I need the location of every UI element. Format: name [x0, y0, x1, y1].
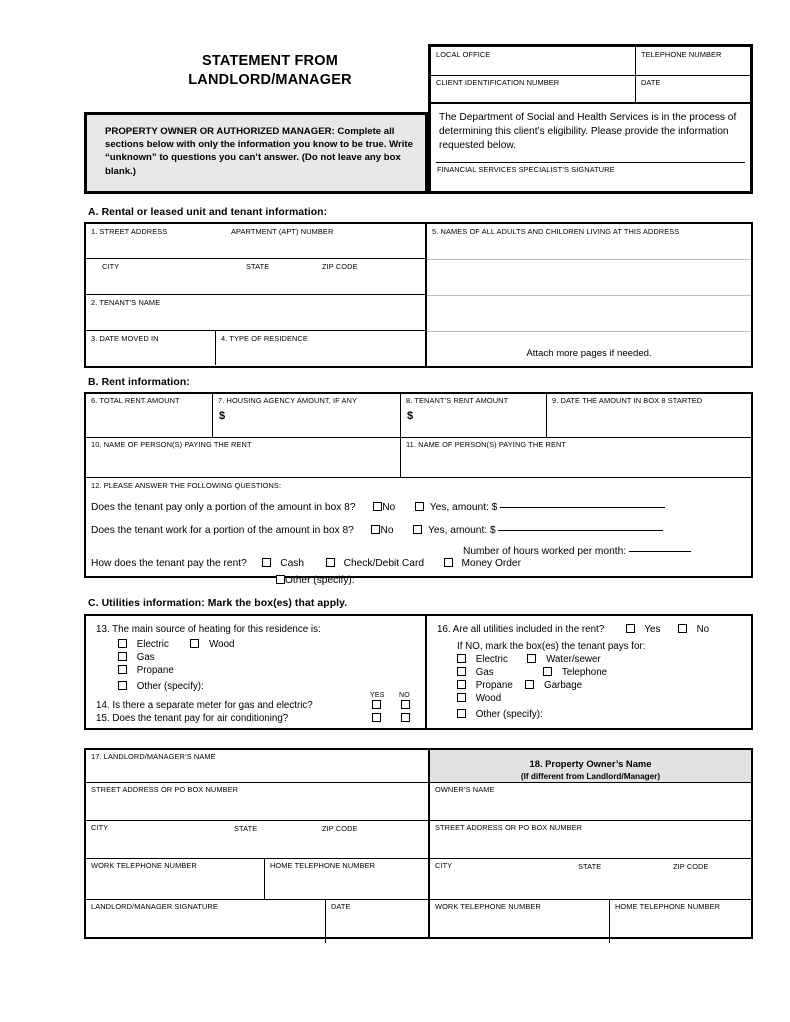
q16-electric-water-row: [457, 654, 601, 665]
owner-address-row[interactable]: [430, 821, 751, 859]
q13-other-row: [118, 681, 204, 692]
question-12-cell: [86, 478, 751, 586]
q13-other-label: Other (specify):: [136, 681, 204, 692]
type-of-residence-cell[interactable]: [216, 331, 425, 365]
instruction-box: [84, 112, 428, 194]
how-pay-rent-row: [91, 558, 521, 569]
pay-money-order-checkbox[interactable]: [444, 558, 453, 567]
owner-address-cell[interactable]: [430, 821, 751, 858]
owner-state-label: STATE: [578, 862, 602, 871]
q13-wood-checkbox[interactable]: [190, 639, 199, 648]
q16-other-checkbox[interactable]: [457, 709, 466, 718]
landlord-home-phone-label: HOME TELEPHONE NUMBER: [270, 861, 376, 870]
pay-other-checkbox[interactable]: [276, 575, 285, 584]
pay-cash-checkbox[interactable]: [262, 558, 271, 567]
tenant-name-label: 2. TENANT’S NAME: [91, 298, 161, 307]
q16-if-no-text: If NO, mark the box(es) the tenant pays for:: [457, 641, 646, 652]
street-address-label: 1. STREET ADDRESS: [91, 227, 168, 236]
q13-wood-label: Wood: [209, 639, 235, 650]
section-b-heading: B. Rent information:: [88, 377, 190, 388]
landlord-city-label: CITY: [91, 823, 109, 832]
household-names-label: 5. NAMES OF ALL ADULTS AND CHILDREN LIVING AT THIS ADDRESS: [432, 227, 680, 236]
q16-telephone-label: Telephone: [561, 667, 608, 678]
rent-payers-row: [86, 438, 751, 478]
pay-cash-label: Cash: [280, 558, 305, 569]
dshs-statement-text: The Department of Social and Health Services is in the process of determining this client’s eligibility. Please provide the information requested below.: [439, 112, 737, 151]
owner-name-cell[interactable]: [430, 783, 751, 820]
total-rent-cell[interactable]: [86, 394, 213, 437]
landlord-date-cell[interactable]: [326, 900, 428, 943]
total-rent-label: 6. TOTAL RENT AMOUNT: [91, 396, 180, 405]
rent-amounts-row: [86, 394, 751, 438]
date-amount-started-cell[interactable]: [547, 394, 751, 437]
dshs-statement-cell: [431, 104, 750, 191]
page-title: [120, 52, 420, 91]
q16-wood-checkbox[interactable]: [457, 693, 466, 702]
q13-other-checkbox[interactable]: [118, 681, 127, 690]
q16-gas-telephone-row: [457, 667, 607, 678]
portion-pay-yes-label: Yes, amount: $: [429, 502, 498, 513]
owner-work-phone-cell[interactable]: [430, 900, 610, 943]
rent-payer-10-label: 10. NAME OF PERSON(S) PAYING THE RENT: [91, 440, 252, 449]
hours-worked-input[interactable]: [629, 551, 691, 552]
q16-other-row: [457, 709, 543, 720]
owner-name-label: OWNER’S NAME: [435, 785, 495, 794]
street-address-row[interactable]: [86, 224, 425, 259]
q16-water-sewer-label: Water/sewer: [546, 654, 601, 665]
owner-home-phone-cell[interactable]: [610, 900, 751, 943]
question-12-heading: 12. PLEASE ANSWER THE FOLLOWING QUESTIONS:: [91, 481, 282, 490]
section-c-right-panel: [427, 616, 751, 728]
client-id-label: CLIENT IDENTIFICATION NUMBER: [436, 78, 560, 87]
q16-propane-label: Propane: [475, 680, 513, 691]
question-portion-pay-row: [91, 502, 665, 513]
question-16-row: [437, 624, 709, 635]
question-portion-work-text: Does the tenant work for a portion of the amount in box 8?: [91, 525, 354, 536]
owner-zip-label: ZIP CODE: [673, 862, 709, 871]
landlord-signature-cell[interactable]: [86, 900, 326, 943]
section-d-table: [84, 748, 753, 939]
section-a-heading: A. Rental or leased unit and tenant information:: [88, 207, 328, 218]
pay-other-row: [276, 575, 355, 586]
q15-no-checkbox[interactable]: [401, 713, 410, 722]
pay-money-order-label: Money Order: [461, 558, 521, 569]
rent-payer-11-cell[interactable]: [401, 438, 751, 477]
portion-work-yes-checkbox[interactable]: [413, 525, 422, 534]
rent-payer-10-cell[interactable]: [86, 438, 401, 477]
section-a-table: [84, 222, 753, 368]
names-divider-2: [427, 295, 751, 296]
housing-agency-dollar-sign: $: [219, 410, 226, 422]
state-label: STATE: [246, 262, 270, 271]
q16-gas-label: Gas: [475, 667, 494, 678]
q13-propane-row: [118, 665, 174, 676]
date-amount-started-label: 9. DATE THE AMOUNT IN BOX 8 STARTED: [552, 396, 703, 405]
date-moved-in-label: 3. DATE MOVED IN: [91, 334, 159, 343]
q16-propane-checkbox[interactable]: [457, 680, 466, 689]
zip-code-label: ZIP CODE: [322, 262, 358, 271]
section-c-left-panel: [86, 616, 427, 728]
q16-propane-garbage-row: [457, 680, 582, 691]
portion-pay-amount-input[interactable]: [500, 507, 665, 508]
q13-electric-label: Electric: [136, 639, 169, 650]
landlord-date-label: DATE: [331, 902, 351, 911]
q16-other-label: Other (specify):: [475, 709, 543, 720]
names-divider-3: [427, 331, 751, 332]
pay-other-label: Other (specify):: [285, 575, 355, 586]
housing-agency-label: 7. HOUSING AGENCY AMOUNT, IF ANY: [218, 396, 357, 405]
date-label: DATE: [641, 78, 661, 87]
owner-work-phone-label: WORK TELEPHONE NUMBER: [435, 902, 541, 911]
tenant-rent-label: 8. TENANT’S RENT AMOUNT: [406, 396, 509, 405]
owner-home-phone-label: HOME TELEPHONE NUMBER: [615, 902, 721, 911]
q15-yes-checkbox[interactable]: [372, 713, 381, 722]
q16-gas-checkbox[interactable]: [457, 667, 466, 676]
section-c-table: [84, 614, 753, 730]
owner-phone-row: [430, 900, 751, 943]
local-office-label: LOCAL OFFICE: [436, 50, 491, 59]
portion-work-amount-input[interactable]: [498, 530, 663, 531]
hours-worked-row: [463, 546, 691, 557]
landlord-name-label: 17. LANDLORD/MANAGER’S NAME: [91, 752, 216, 761]
owner-heading-main: 18. Property Owner’s Name: [529, 758, 652, 769]
telephone-date-cell[interactable]: [636, 47, 750, 102]
q13-propane-label: Propane: [136, 665, 174, 676]
yes-column-header: YES: [370, 692, 385, 699]
landlord-city-cell[interactable]: [86, 821, 428, 858]
section-b-table: [84, 392, 753, 586]
city-state-zip-row[interactable]: [86, 259, 425, 295]
fss-signature-divider: [436, 162, 745, 163]
city-label: CITY: [102, 262, 120, 271]
owner-address-label: STREET ADDRESS OR PO BOX NUMBER: [435, 823, 583, 832]
owner-city-row[interactable]: [430, 859, 751, 900]
q16-wood-label: Wood: [475, 693, 502, 704]
q13-gas-label: Gas: [136, 652, 155, 663]
landlord-name-row[interactable]: [86, 750, 428, 783]
pay-check-debit-checkbox[interactable]: [326, 558, 335, 567]
question-15-text: 15. Does the tenant pay for air conditioning?: [96, 713, 289, 724]
date-moved-in-cell[interactable]: [86, 331, 216, 365]
landlord-signature-row: [86, 900, 428, 943]
office-header-box: [428, 44, 753, 194]
q16-no-label: No: [696, 624, 710, 635]
q16-yes-label: Yes: [644, 624, 661, 635]
tenant-name-row[interactable]: [86, 295, 425, 331]
question-16-text: 16. Are all utilities included in the rent?: [437, 624, 605, 635]
q16-yes-checkbox[interactable]: [626, 624, 635, 633]
question-14-text: 14. Is there a separate meter for gas and electric?: [96, 700, 313, 711]
q16-telephone-checkbox[interactable]: [543, 667, 552, 676]
landlord-phone-row: [86, 859, 428, 900]
attach-more-pages-note: Attach more pages if needed.: [526, 348, 652, 359]
rent-payer-11-label: 11. NAME OF PERSON(S) PAYING THE RENT: [406, 440, 567, 449]
landlord-address-cell[interactable]: [86, 783, 428, 820]
instruction-body: Complete all sections below with only the information you know to be true. Write “unknown” to questions you can’t answer. (Do not leave any box blank.): [105, 126, 413, 177]
instruction-text: [87, 115, 425, 178]
housing-agency-amount-cell[interactable]: [213, 394, 401, 437]
landlord-city-row[interactable]: [86, 821, 428, 859]
local-office-divider: [431, 75, 635, 76]
q16-electric-checkbox[interactable]: [457, 654, 466, 663]
tenant-rent-dollar-sign: $: [407, 410, 414, 422]
landlord-state-label: STATE: [234, 824, 258, 833]
portion-pay-yes-checkbox[interactable]: [415, 502, 424, 511]
section-c-heading: C. Utilities information: Mark the box(es) that apply.: [88, 598, 348, 609]
local-office-cell[interactable]: [431, 47, 636, 102]
q16-electric-label: Electric: [475, 654, 508, 665]
question-portion-pay-text: Does the tenant pay only a portion of the amount in box 8?: [91, 502, 356, 513]
tenant-rent-amount-cell[interactable]: [401, 394, 547, 437]
owner-name-row[interactable]: [430, 783, 751, 821]
owner-heading-cell: [430, 750, 751, 782]
names-divider-1: [427, 259, 751, 260]
q14-no-checkbox[interactable]: [401, 700, 410, 709]
fss-signature-label: FINANCIAL SERVICES SPECIALIST’S SIGNATURE: [437, 165, 615, 174]
q14-yes-checkbox[interactable]: [372, 700, 381, 709]
pay-check-debit-label: Check/Debit Card: [343, 558, 425, 569]
owner-city-cell[interactable]: [430, 859, 751, 899]
owner-heading-row: [430, 750, 751, 783]
owner-heading-sub: (If different from Landlord/Manager): [520, 771, 661, 781]
owner-column: [430, 750, 751, 937]
portion-work-no-label: No: [380, 525, 394, 536]
q13-electric-checkbox[interactable]: [118, 639, 127, 648]
office-header-top-row: [431, 47, 750, 104]
q13-gas-row: [118, 652, 155, 663]
household-names-cell[interactable]: [427, 224, 751, 366]
q13-electric-row: [118, 639, 234, 650]
question-portion-work-row: [91, 525, 663, 536]
owner-city-label: CITY: [435, 861, 453, 870]
q13-gas-checkbox[interactable]: [118, 652, 127, 661]
landlord-column: [86, 750, 430, 937]
q16-garbage-label: Garbage: [543, 680, 583, 691]
page-title-line2: LANDLORD/MANAGER: [188, 72, 352, 89]
hours-worked-label: Number of hours worked per month:: [463, 546, 627, 557]
telephone-divider: [636, 75, 750, 76]
portion-pay-no-checkbox[interactable]: [373, 502, 382, 511]
portion-pay-no-label: No: [382, 502, 396, 513]
q16-wood-row: [457, 693, 501, 704]
landlord-home-phone-cell[interactable]: [265, 859, 428, 899]
instruction-heading: PROPERTY OWNER OR AUTHORIZED MANAGER:: [105, 126, 335, 137]
moved-in-residence-row: [86, 331, 425, 365]
q16-garbage-checkbox[interactable]: [525, 680, 534, 689]
landlord-address-row[interactable]: [86, 783, 428, 821]
q16-water-sewer-checkbox[interactable]: [527, 654, 536, 663]
landlord-address-label: STREET ADDRESS OR PO BOX NUMBER: [91, 785, 239, 794]
section-a-left-column: [86, 224, 427, 366]
page-title-line1: STATEMENT FROM: [202, 53, 338, 69]
landlord-signature-label: LANDLORD/MANAGER SIGNATURE: [91, 902, 218, 911]
type-of-residence-label: 4. TYPE OF RESIDENCE: [221, 334, 308, 343]
landlord-work-phone-cell[interactable]: [86, 859, 265, 899]
landlord-name-cell[interactable]: [86, 750, 428, 782]
q16-no-checkbox[interactable]: [678, 624, 687, 633]
no-column-header: NO: [399, 692, 410, 699]
landlord-zip-label: ZIP CODE: [322, 824, 358, 833]
q13-propane-checkbox[interactable]: [118, 665, 127, 674]
how-pay-rent-text: How does the tenant pay the rent?: [91, 558, 247, 569]
apartment-number-label: APARTMENT (APT) NUMBER: [231, 227, 334, 236]
landlord-work-phone-label: WORK TELEPHONE NUMBER: [91, 861, 197, 870]
question-13-text: 13. The main source of heating for this residence is:: [96, 624, 321, 635]
telephone-number-label: TELEPHONE NUMBER: [641, 50, 722, 59]
portion-work-yes-label: Yes, amount: $: [428, 525, 496, 536]
